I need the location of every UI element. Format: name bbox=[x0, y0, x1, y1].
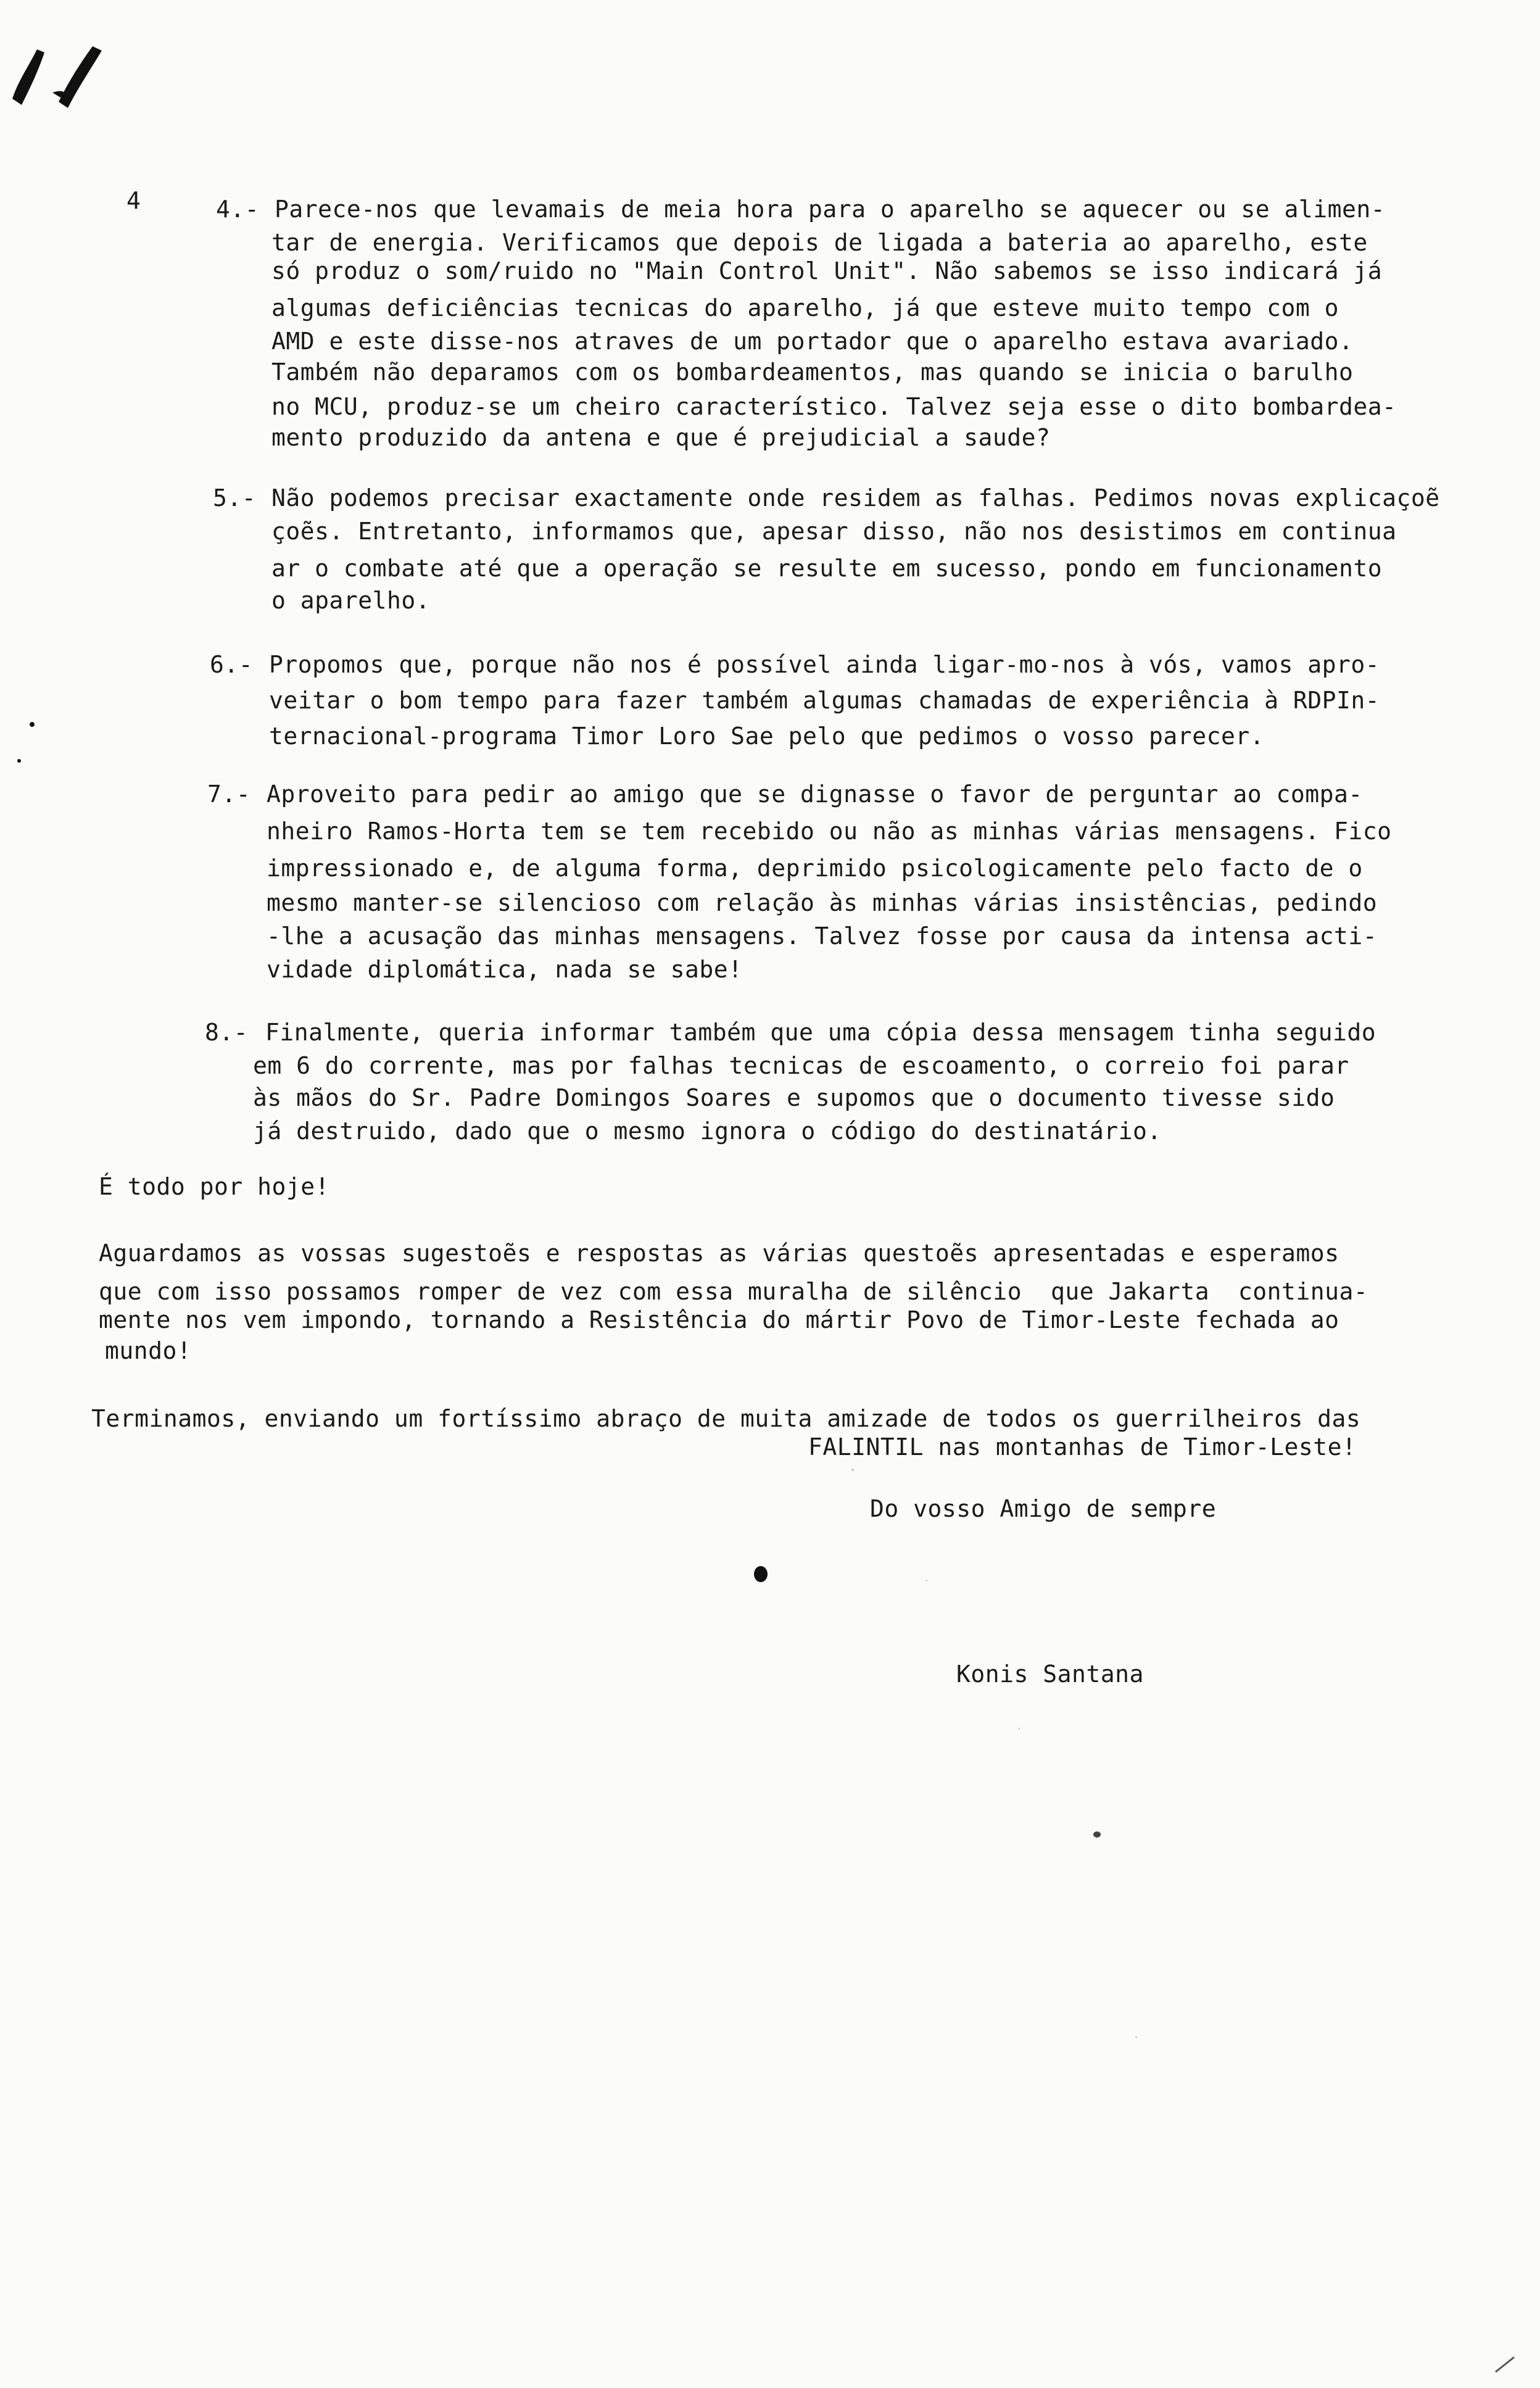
paragraph-line: algumas deficiências tecnicas do aparelho, já que esteve muito tempo com o bbox=[271, 294, 1339, 321]
paragraph-line: Parece-nos que levamais de meia hora para o aparelho se aquecer ou se alimen- bbox=[275, 196, 1386, 223]
paragraph-number: 5.- bbox=[213, 484, 257, 512]
suggestions-line: mente nos vem impondo, tornando a Resistência do mártir Povo de Timor-Leste fechada ao bbox=[99, 1306, 1339, 1333]
suggestions-line: mundo! bbox=[105, 1337, 192, 1364]
paragraph-line: vidade diplomática, nada se sabe! bbox=[267, 956, 743, 983]
page-number: 4 bbox=[126, 187, 141, 214]
handwritten-mark bbox=[0, 25, 117, 117]
ink-speck bbox=[1093, 1831, 1101, 1838]
paragraph-line: impressionado e, de alguma forma, deprimido psicologicamente pelo facto de o bbox=[267, 855, 1363, 882]
paragraph-number: 6.- bbox=[210, 651, 254, 678]
paragraph-line: só produz o som/ruido no "Main Control Unit". Não sabemos se isso indicará já bbox=[271, 257, 1383, 284]
corner-mark bbox=[1493, 2351, 1518, 2376]
suggestions-line: que com isso possamos romper de vez com essa muralha de silêncio que Jakarta continua- bbox=[99, 1278, 1368, 1305]
farewell-line: FALINTIL nas montanhas de Timor-Leste! bbox=[808, 1433, 1357, 1461]
paragraph-line: -lhe a acusação das minhas mensagens. Talvez fosse por causa da intensa acti- bbox=[267, 922, 1378, 950]
paragraph-line: mesmo manter-se silencioso com relação às minhas várias insistências, pedindo bbox=[267, 889, 1378, 916]
paragraph-line: tar de energia. Verificamos que depois de ligada a bateria ao aparelho, este bbox=[271, 229, 1368, 256]
signature: Konis Santana bbox=[956, 1660, 1144, 1688]
paragraph-number: 4.- bbox=[216, 196, 260, 223]
paragraph-line: ternacional-programa Timor Loro Sae pelo que pedimos o vosso parecer. bbox=[269, 723, 1265, 750]
suggestions-line: Aguardamos as vossas sugestoẽs e respostas as várias questoẽs apresentadas e esperamos bbox=[99, 1240, 1339, 1267]
paragraph-line: Não podemos precisar exactamente onde residem as falhas. Pedimos novas explicaçoẽ bbox=[271, 484, 1440, 512]
paragraph-line: AMD e este disse-nos atraves de um portador que o aparelho estava avariado. bbox=[271, 328, 1354, 355]
paragraph-line: nheiro Ramos-Horta tem se tem recebido ou não as minhas várias mensagens. Fico bbox=[267, 818, 1392, 845]
paragraph-line: Também não deparamos com os bombardeamentos, mas quando se inicia o barulho bbox=[271, 359, 1354, 386]
margin-mark bbox=[30, 722, 35, 727]
closing-line: É todo por hoje! bbox=[99, 1173, 330, 1200]
margin-mark bbox=[17, 759, 21, 763]
ink-speck bbox=[925, 1580, 927, 1582]
paragraph-number: 8.- bbox=[205, 1019, 249, 1046]
paragraph-line: em 6 do corrente, mas por falhas tecnicas de escoamento, o correio foi parar bbox=[253, 1052, 1349, 1079]
paragraph-number: 7.- bbox=[207, 781, 251, 808]
paragraph-line: çoẽs. Entretanto, informamos que, apesar disso, não nos desistimos em continua bbox=[271, 518, 1397, 545]
ink-speck bbox=[1135, 2036, 1137, 2038]
paragraph-line: Finalmente, queria informar também que uma cópia dessa mensagem tinha seguido bbox=[265, 1019, 1376, 1046]
paragraph-line: Propomos que, porque não nos é possível ainda ligar-mo-nos à vós, vamos apro- bbox=[269, 651, 1380, 678]
paragraph-line: ar o combate até que a operação se resulte em sucesso, pondo em funcionamento bbox=[271, 555, 1383, 582]
paragraph-line: às mãos do Sr. Padre Domingos Soares e supomos que o documento tivesse sido bbox=[253, 1084, 1335, 1111]
ink-blot bbox=[754, 1566, 768, 1582]
paragraph-line: mento produzido da antena e que é prejudicial a saude? bbox=[271, 424, 1051, 451]
paragraph-line: Aproveito para pedir ao amigo que se dignasse o favor de perguntar ao compa- bbox=[267, 781, 1363, 808]
ink-speck bbox=[1018, 1728, 1020, 1730]
farewell-line: Terminamos, enviando um fortíssimo abraço de muita amizade de todos os guerrilheiros das bbox=[91, 1405, 1361, 1432]
paragraph-line: no MCU, produz-se um cheiro característico. Talvez seja esse o dito bombardea- bbox=[271, 393, 1397, 420]
paragraph-line: o aparelho. bbox=[271, 587, 431, 614]
paragraph-line: veitar o bom tempo para fazer também algumas chamadas de experiência à RDPIn- bbox=[269, 687, 1380, 714]
ink-speck bbox=[851, 1469, 854, 1471]
signoff: Do vosso Amigo de sempre bbox=[870, 1495, 1217, 1522]
paragraph-line: já destruido, dado que o mesmo ignora o código do destinatário. bbox=[253, 1117, 1162, 1145]
